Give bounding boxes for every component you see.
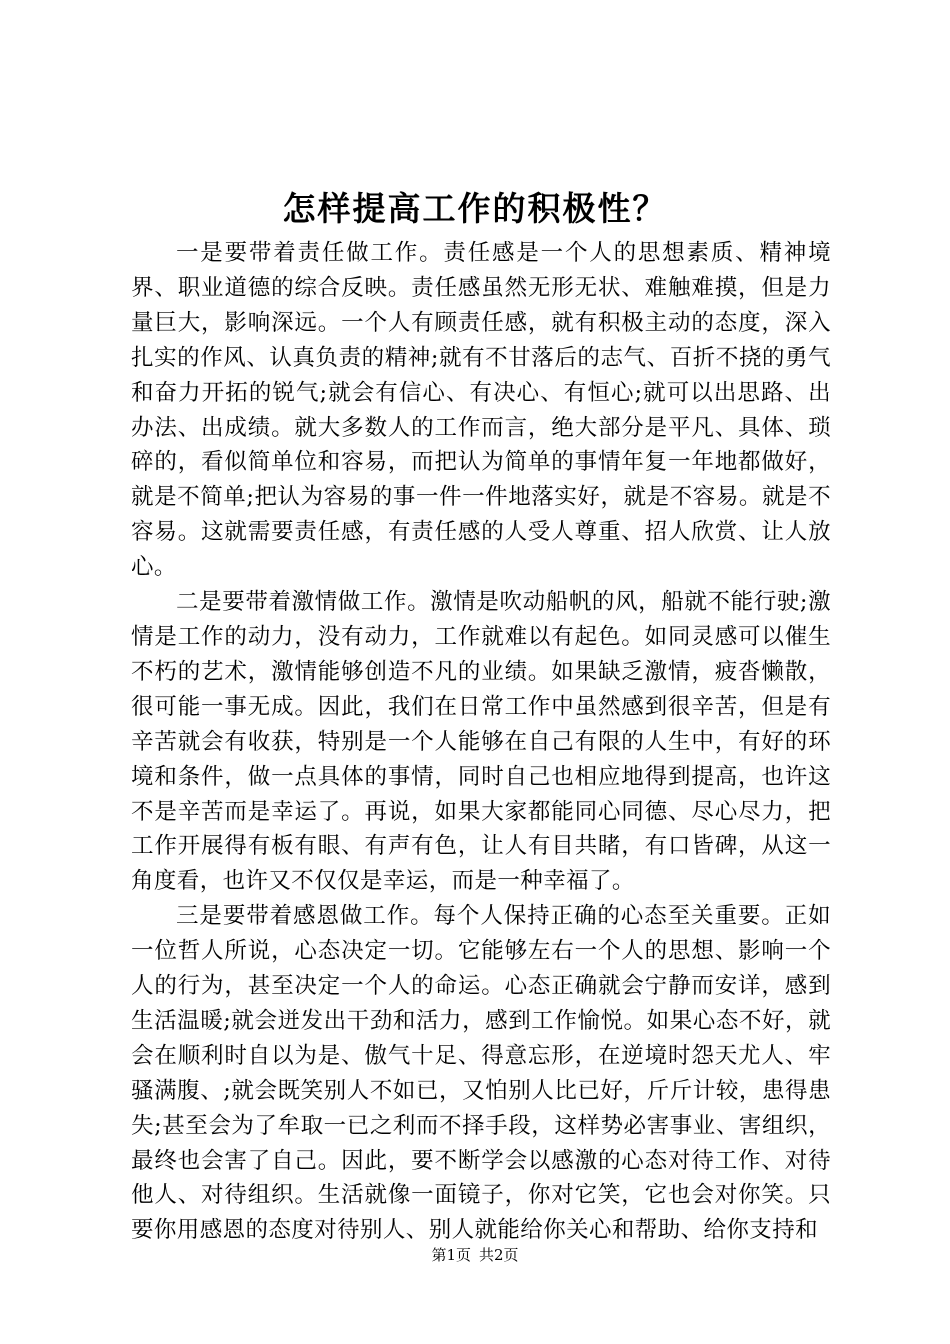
page-footer [0,1245,950,1265]
page-number: 第1页 [431,1246,471,1264]
document-body [131,236,831,1248]
page-title: 怎样提高工作的积极性？ [282,189,668,228]
page-total: 共2页 [479,1246,519,1264]
paragraph-3: 三是要带着感恩做工作。每个人保持正确的心态至关重要。正如一位哲人所说，心态决定一切。它能够左右一个人的思想、影响一个人的行为，甚至决定一个人的命运。心态正确就会宁静而安详，感到生活温暖;就会迸发出干劲和活力，感到工作愉悦。如果心态不好，就会在顺利时自以为是、傲气十足、得意忘形，在逆境时怨天尤人、牢骚满腹、;就会既笑别人不如已，又怕别人比已好，斤斤计较，患得患失;甚至会为了牟取一已之利而不择手段，这样势必害事业、害组织，最终也会害了自己。因此，要不断学会以感激的心态对待工作、对待他人、对待组织。生活就像一面镜子，你对它笑，它也会对你笑。只要你用感恩的态度对待别人、别人就能给你关心和帮助、给你支持和 [131,903,831,1244]
paragraph-2: 二是要带着激情做工作。激情是吹动船帆的风，船就不能行驶;激情是工作的动力，没有动力，工作就难以有起色。如同灵感可以催生不朽的艺术，激情能够创造不凡的业绩。如果缺乏激情，疲沓懒散，很可能一事无成。因此，我们在日常工作中虽然感到很辛苦，但是有辛苦就会有收获，特别是一个人能够在自己有限的人生中，有好的环境和条件，做一点具体的事情，同时自己也相应地得到提高，也许这不是辛苦而是幸运了。再说，如果大家都能同心同德、尽心尽力，把工作开展得有板有眼、有声有色，让人有目共睹，有口皆碑，从这一角度看，也许又不仅仅是幸运，而是一种幸福了。 [131,589,831,895]
paragraph-1: 一是要带着责任做工作。责任感是一个人的思想素质、精神境界、职业道德的综合反映。责任感虽然无形无状、难触难摸，但是力量巨大，影响深远。一个人有顾责任感，就有积极主动的态度，深入扎实的作风、认真负责的精神;就有不甘落后的志气、百折不挠的勇气和奋力开拓的锐气;就会有信心、有决心、有恒心;就可以出思路、出办法、出成绩。就大多数人的工作而言，绝大部分是平凡、具体、琐碎的，看似简单位和容易，而把认为简单的事情年复一年地都做好，就是不简单;把认为容易的事一件一件地落实好，就是不容易。就是不容易。这就需要责任感，有责任感的人受人尊重、招人欣赏、让人放心。 [131,240,831,581]
